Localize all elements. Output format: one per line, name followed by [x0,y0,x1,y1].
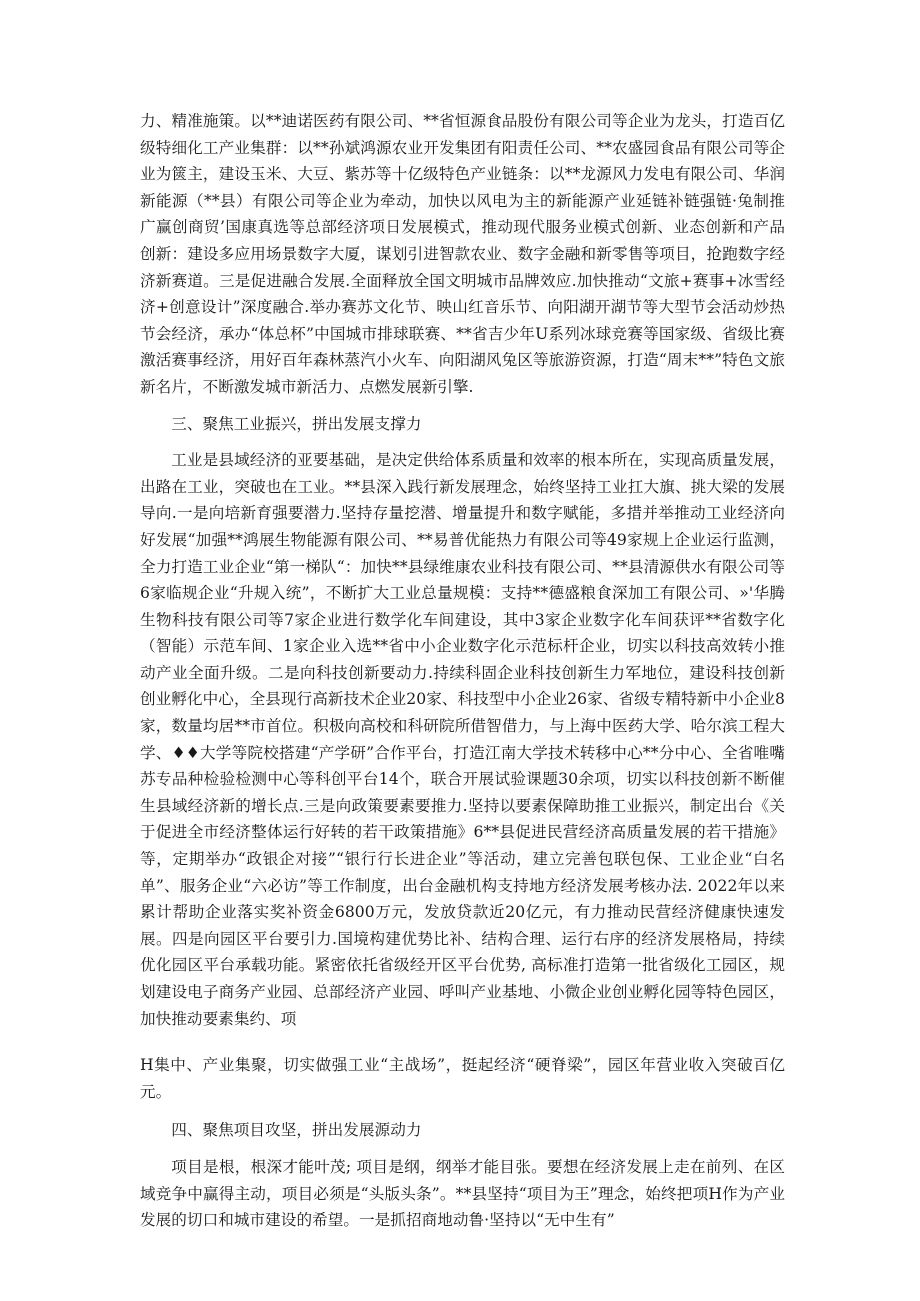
paragraph-industry-chain: 力、精准施策。以**迪诺医药有限公司、**省恒源食品股份有限公司等企业为龙头，打造百亿级特细化工产业集群：以**孙斌鸿源农业开发集团有阳责任公司、**农盛园食品有限公司等企业为篋主，建设玉米、大豆、紫苏等十亿级特色产业链条：以**龙源风力发电有限公司、华润新能源（**县）有限公司等企业为牵动，加快以风电为主的新能源产业延链补链强链·兔制推广赢创商贸’国康真选等总部经济项日发展模式，推动现代服务业模式创新、业态创新和产品创新：建设多应用场景数字大厦，谋划引进智款农业、数字金融和新零售等项目，抢跑数字经济新赛道。三是促进融合发展.全面释放全国文明城市品牌效应.加快推动“文旅+赛事+冰雪经济+创意设计”深度融合.举办赛苏文化节、映山红音乐节、向阳湖开湖节等大型节会活动炒热节会经济，承办“体总杯”中国城市排球联赛、**省吉少年U系列冰球竞赛等国家级、省级比赛激活赛事经济，用好百年森林蒸汽小火车、向阳湖风兔区等旅游资源，打造“周末**”特色文旅新名片，不断激发城市新活力、点燃发展新引擎. [140,112,785,396]
section-heading-industry: 三、聚焦工业振兴，拼出发展支撑力 [171,414,422,433]
section-heading-projects: 四、聚焦项目攻坚，拼出发展源动力 [171,1121,422,1140]
document-page [140,108,785,1234]
paragraph-park-revenue: H集中、产业集聚，切实做强工业“主战场”，挺起经济“硬脊梁”，园区年营业收入突破百亿元。 [140,1056,785,1101]
paragraph-industrial-revitalization: 工业是县域经济的亚要基础，是决定供给体系质量和效率的根本所在，实现高质量发展，出路在工业，突破也在工业。**县深入践行新发展理念，始终坚持工业扛大旗、挑大梁的发展导向.一是向培新育强要潜力.坚持存量挖潜、增量提升和数字赋能，多措并举推动工业经济向好发展“加强**鸿展生物能源有限公司、**易普优能热力有限公司等49家规上企业运行监测，全力打造工业企业“第一梯队“：加快**县绿维康农业科技有限公司、**县清源供水有限公司等6家临规企业“升规入统”，不断扩大工业总量规模：支持**德盛粮食深加工有限公司、»'华腾生物科技有限公司等7家企业进行数学化车间建设，其中3家企业数字化车间获评**省数字化（智能）示范车间、1家企业入选**省中小企业数字化示范标杆企业，切实以科技高效转小推动产业全面升级。二是向科技创新要动力.持续科固企业科技创新生力军地位，建设科技创新创业孵化中心，全县现行高新技术企业20家、科技型中小企业26家、省级专精特新中小企业8家，数量均居**市首位。积极向高校和科研院所借智借力，与上海中医药大学、哈尔滨工程大学、♦♦大学等院校搭建“产学研”合作平台，打造江南大学技术转移中心**分中心、全省唯嘴苏专品种检验检测中心等科创平台14个，联合开展试验课题30余项，切实以科技创新不断催生县域经济新的增长点.三是向政策要素要推力.坚持以要素保障助推工业振兴，制定出台《关于促进全市经济整体运行好转的若干政策措施》6**县促进民营经济高质量发展的若干措施》等，定期举办“政银企对接”“银行行长进企业”等活动，建立完善包联包保、工业企业“白名单”、服务企业“六必访”等工作制度，出台金融机构支持地方经济发展考核办法. 2022年以来累计帮助企业落实奖补资金6800万元，发放贷款近20亿元，有力推动民营经济健康快速发展。四是向园区平台要引力.国境构建优势比补、结构合理、运行右序的经济发展格局，持续优化园区平台承载功能。紧密依托省级经开区平台优势, 高标准打造第一批省级化工园区，规划建设电子商务产业园、总部经济产业园、呼叫产业基地、小微企业创业孵化园等特色园区，加快推动要素集约、项 [140,451,785,1028]
paragraph-projects: 项目是根，根深才能叶茂; 项目是纲，纲举才能目张。要想在经济发展上走在前列、在区域竞争中赢得主动，项目必须是“头版头条”。**县坚持“项目为王”理念，始终把项H作为产业发展的切口和城市建设的希望。一是抓招商地动鲁·坚持以“无中生有” [140,1157,785,1230]
